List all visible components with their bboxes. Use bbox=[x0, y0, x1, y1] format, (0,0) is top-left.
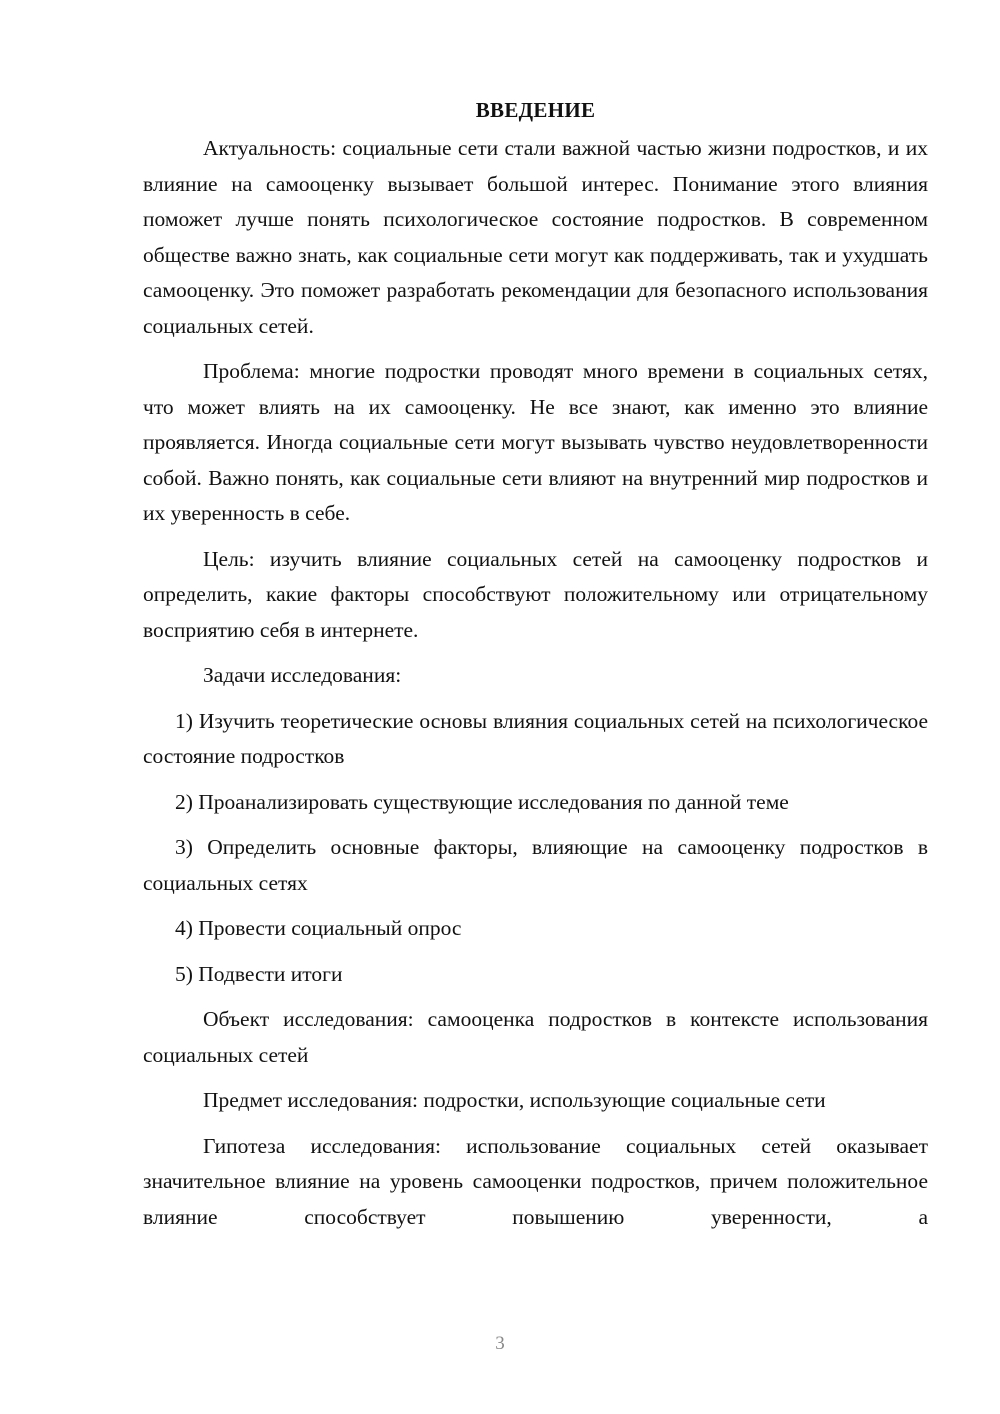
paragraph-problem: Проблема: многие подростки проводят много времени в социальных сетях, что может влиять на их самооценку. Не все знают, как именно это влияние проявляется. Иногда социальные сети могут вызывать чувство неудовлетворенности собой. Важно понять, как социальные сети влияют на внутренний мир подростков и их уверенность в себе. bbox=[143, 359, 928, 525]
task-item-3: 3) Определить основные факторы, влияющие на самооценку подростков в социальных сетях bbox=[143, 835, 928, 895]
task-item-5: 5) Подвести итоги bbox=[175, 961, 343, 986]
paragraph-goal: Цель: изучить влияние социальных сетей на самооценку подростков и определить, какие факторы способствуют положительному или отрицательному восприятию себя в интернете. bbox=[143, 546, 928, 642]
paragraph-subject: Предмет исследования: подростки, использующие социальные сети bbox=[203, 1088, 826, 1112]
paragraph-object: Объект исследования: самооценка подростков в контексте использования социальных сетей bbox=[143, 1007, 928, 1067]
document-page bbox=[143, 95, 928, 1235]
section-title: ВВЕДЕНИЕ bbox=[475, 98, 596, 122]
task-item-2: 2) Проанализировать существующие исследования по данной теме bbox=[175, 789, 789, 814]
page-number: 3 bbox=[495, 1333, 505, 1354]
task-item-1: 1) Изучить теоретические основы влияния социальных сетей на психологическое состояние подростков bbox=[143, 708, 928, 768]
paragraph-tasks-heading: Задачи исследования: bbox=[203, 663, 402, 687]
paragraph-hypothesis: Гипотеза исследования: использование социальных сетей оказывает значительное влияние на уровень самооценки подростков, причем положительное влияние способствует повышению уверенности, а bbox=[143, 1133, 928, 1229]
paragraph-relevance: Актуальность: социальные сети стали важной частью жизни подростков, и их влияние на самооценку вызывает большой интерес. Понимание этого влияния поможет лучше понять психологическое состояние подростков. В современном обществе важно знать, как социальные сети могут как поддерживать, так и ухудшать самооценку. Это поможет разработать рекомендации для безопасного использования социальных сетей. bbox=[143, 136, 928, 338]
task-item-4: 4) Провести социальный опрос bbox=[175, 916, 462, 940]
